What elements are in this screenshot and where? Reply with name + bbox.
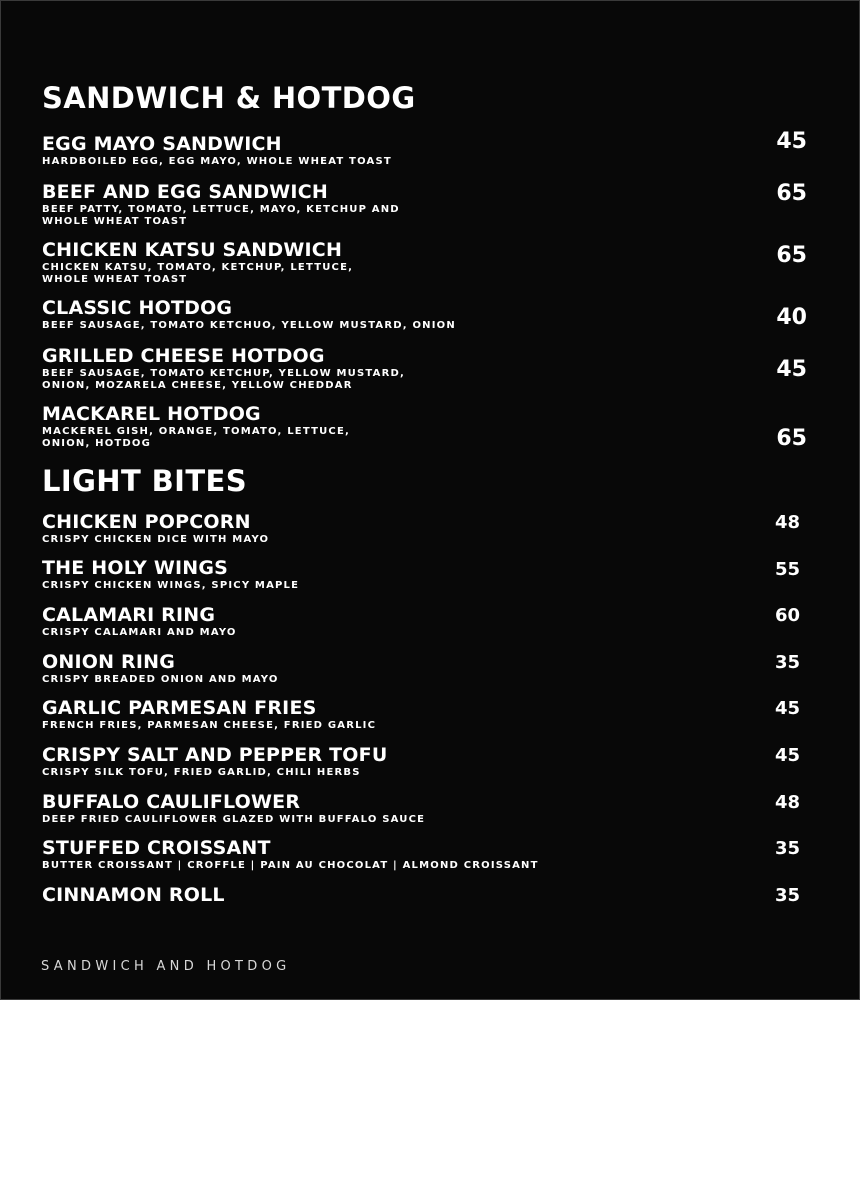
item-description: BEEF SAUSAGE, TOMATO KETCHUO, YELLOW MUSTARD, ONION	[42, 320, 456, 331]
menu-item-buffalo-cauliflower	[42, 791, 822, 826]
section-title-sandwich-hotdog: SANDWICH & HOTDOG	[42, 81, 416, 115]
menu-item-calamari-ring	[42, 604, 822, 639]
item-name: THE HOLY WINGS	[42, 557, 229, 579]
item-price: 65	[776, 181, 807, 206]
item-description: CRISPY CHICKEN WINGS, SPICY MAPLE	[42, 580, 300, 591]
item-name: MACKAREL HOTDOG	[42, 403, 261, 425]
item-description: BEEF PATTY, TOMATO, LETTUCE, MAYO, KETCHUP AND WHOLE WHEAT TOAST	[42, 204, 400, 227]
item-price: 45	[776, 357, 807, 382]
item-name: BEEF AND EGG SANDWICH	[42, 181, 328, 203]
item-name: GRILLED CHEESE HOTDOG	[42, 345, 325, 367]
item-price: 35	[774, 652, 800, 673]
item-name: CALAMARI RING	[42, 604, 216, 626]
item-name: CHICKEN KATSU SANDWICH	[42, 239, 343, 261]
item-name: CHICKEN POPCORN	[42, 511, 251, 533]
menu-item-beef-and-egg-sandwich	[42, 181, 822, 228]
item-price: 65	[776, 426, 807, 451]
item-description: HARDBOILED EGG, EGG MAYO, WHOLE WHEAT TOAST	[42, 156, 392, 167]
item-description: CHICKEN KATSU, TOMATO, KETCHUP, LETTUCE, WHOLE WHEAT TOAST	[42, 262, 354, 285]
item-description: BUTTER CROISSANT | CROFFLE | PAIN AU CHOCOLAT | ALMOND CROISSANT	[42, 860, 539, 871]
item-description: CRISPY CALAMARI AND MAYO	[42, 627, 237, 638]
item-price: 65	[776, 243, 807, 268]
item-name: GARLIC PARMESAN FRIES	[42, 697, 317, 719]
item-name: ONION RING	[42, 651, 175, 673]
item-price: 40	[776, 305, 807, 330]
item-name: CRISPY SALT AND PEPPER TOFU	[42, 744, 388, 766]
item-price: 48	[774, 512, 800, 533]
section-title-light-bites: LIGHT BITES	[42, 464, 247, 498]
item-price: 35	[774, 838, 800, 859]
item-price: 35	[774, 885, 800, 906]
item-price: 45	[774, 698, 800, 719]
item-price: 45	[776, 129, 807, 154]
item-description: FRENCH FRIES, PARMESAN CHEESE, FRIED GARLIC	[42, 720, 377, 731]
menu-item-grilled-cheese-hotdog	[42, 345, 822, 392]
item-description: CRISPY CHICKEN DICE WITH MAYO	[42, 534, 270, 545]
menu-item-chicken-popcorn	[42, 511, 822, 546]
item-price: 48	[774, 792, 800, 813]
menu-item-mackarel-hotdog	[42, 403, 822, 450]
item-name: CINNAMON ROLL	[42, 884, 225, 906]
item-price: 55	[774, 559, 800, 580]
menu-item-cinnamon-roll	[42, 884, 822, 906]
item-description: BEEF SAUSAGE, TOMATO KETCHUP, YELLOW MUSTARD, ONION, MOZARELA CHEESE, YELLOW CHEDDAR	[42, 368, 405, 391]
menu-item-stuffed-croissant	[42, 837, 822, 872]
item-name: STUFFED CROISSANT	[42, 837, 271, 859]
item-price: 60	[774, 605, 800, 626]
item-description: CRISPY BREADED ONION AND MAYO	[42, 674, 279, 685]
item-description: MACKEREL GISH, ORANGE, TOMATO, LETTUCE, ONION, HOTDOG	[42, 426, 350, 449]
item-price: 45	[774, 745, 800, 766]
menu-item-the-holy-wings	[42, 557, 822, 592]
item-description: CRISPY SILK TOFU, FRIED GARLID, CHILI HERBS	[42, 767, 361, 778]
item-name: CLASSIC HOTDOG	[42, 297, 233, 319]
menu-item-egg-mayo-sandwich	[42, 133, 822, 168]
item-description: DEEP FRIED CAULIFLOWER GLAZED WITH BUFFALO SAUCE	[42, 814, 426, 825]
footer-label: SANDWICH AND HOTDOG	[41, 959, 291, 974]
menu-item-onion-ring	[42, 651, 822, 686]
menu-item-chicken-katsu-sandwich	[42, 239, 822, 286]
item-name: EGG MAYO SANDWICH	[42, 133, 282, 155]
menu-item-garlic-parmesan-fries	[42, 697, 822, 732]
item-name: BUFFALO CAULIFLOWER	[42, 791, 301, 813]
menu-item-crispy-salt-and-pepper-tofu	[42, 744, 822, 779]
menu-item-classic-hotdog	[42, 297, 822, 332]
